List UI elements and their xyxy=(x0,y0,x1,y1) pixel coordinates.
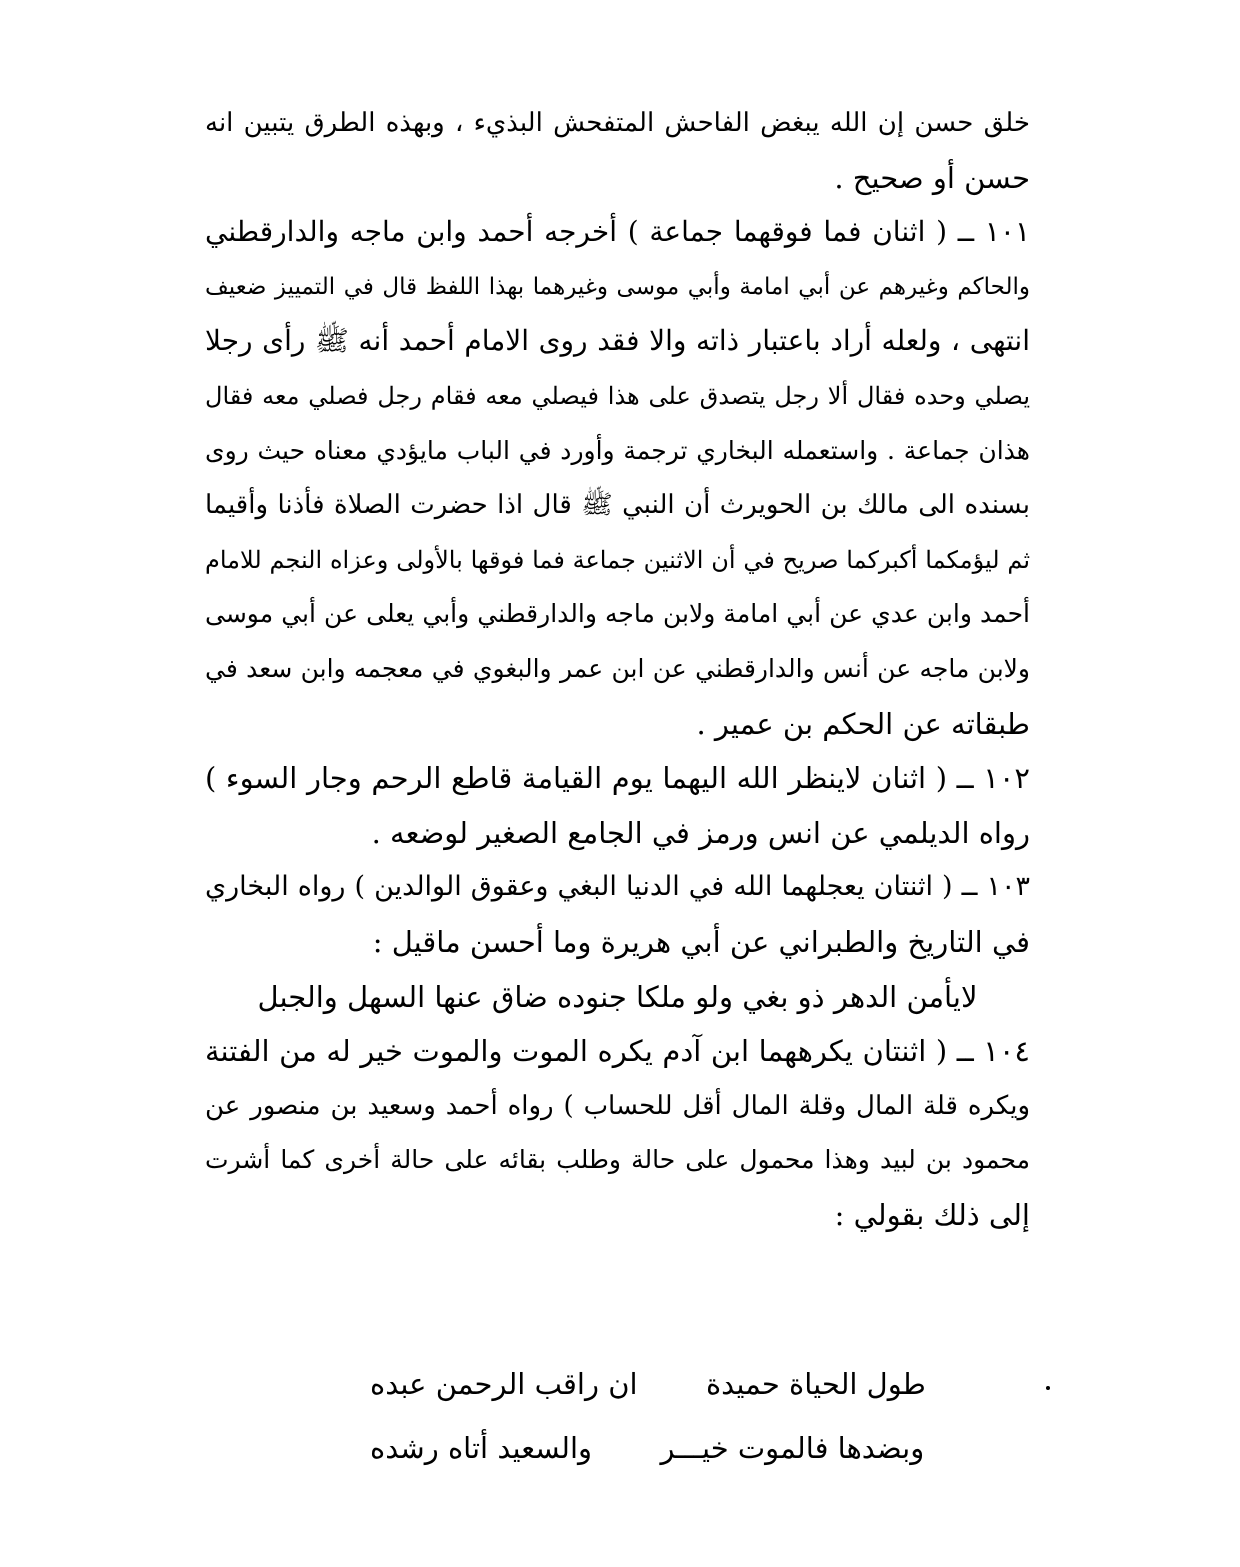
text-line: بسنده الى مالك بن الحويرث أن النبي ﷺ قال اذا حضرت الصلاة فأذنا وأقيما xyxy=(205,490,1030,521)
text-line: أحمد وابن عدي عن أبي امامة ولابن ماجه والدارقطني وأبي يعلى عن أبي موسى xyxy=(205,599,1030,629)
text-line: يصلي وحده فقال ألا رجل يتصدق على هذا فيصلي معه فقام رجل فصلي معه فقال xyxy=(205,381,1030,410)
text-line: خلق حسن إن الله يبغض الفاحش المتفحش البذيء ، وبهذه الطرق يتبين انه xyxy=(205,108,1030,138)
verse-first-hemistich: وبضدها فالموت خيـــر xyxy=(660,1431,925,1465)
text-line: طبقاته عن الحكم بن عمير . xyxy=(696,706,1030,741)
text-line: ويكره قلة المال وقلة المال أقل للحساب ) رواه أحمد وسعيد بن منصور عن xyxy=(205,1090,1030,1121)
entry-102-heading: ١٠٢ ــ ( اثنان لاينظر الله اليهما يوم القيامة قاطع الرحم وجار السوء ) xyxy=(205,761,1030,796)
entry-101-heading: ١٠١ ــ ( اثنان فما فوقهما جماعة ) أخرجه أحمد وابن ماجه والدارقطني xyxy=(205,215,1030,249)
main-text xyxy=(205,96,1030,1242)
text-line: ولابن ماجه عن أنس والدارقطني عن ابن عمر والبغوي في معجمه وابن سعد في xyxy=(205,653,1030,683)
poem-verse-1 xyxy=(370,1354,926,1414)
text-line: والحاكم وغيرهم عن أبي امامة وأبي موسى وغيرهما بهذا اللفظ قال في التمييز ضعيف xyxy=(205,273,1030,300)
text-line: حسن أو صحيح . xyxy=(834,160,1030,195)
text-line: محمود بن لبيد وهذا محمول على حالة وطلب بقائه على حالة أخرى كما أشرت xyxy=(205,1145,1030,1175)
entry-104-heading: ١٠٤ ــ ( اثنتان يكرههما ابن آدم يكره الموت والموت خير له من الفتنة xyxy=(205,1034,1030,1069)
text-line: هذان جماعة . واستعمله البخاري ترجمة وأورد في الباب مايؤدي معناه حيث روى xyxy=(205,435,1030,465)
text-line: انتهى ، ولعله أراد باعتبار ذاته والا فقد روى الامام أحمد أنه ﷺ رأى رجلا xyxy=(205,324,1030,358)
verse-first-hemistich: طول الحياة حميدة xyxy=(705,1367,926,1401)
stray-mark xyxy=(1046,1386,1050,1390)
text-line: في التاريخ والطبراني عن أبي هريرة وما أحسن ماقيل : xyxy=(372,924,1030,959)
verse-second-hemistich: والسعيد أتاه رشده xyxy=(370,1431,593,1465)
entry-103-heading: ١٠٣ ــ ( اثنتان يعجلهما الله في الدنيا البغي وعقوق الوالدين ) رواه البخاري xyxy=(205,871,1030,903)
verse-second-hemistich: ان راقب الرحمن عبده xyxy=(370,1367,638,1401)
text-line: ثم ليؤمكما أكبركما صريح في أن الاثنين جماعة فما فوقها بالأولى وعزاه النجم للامام xyxy=(205,545,1030,574)
text-line: إلى ذلك بقولي : xyxy=(834,1197,1030,1232)
poem-verse-2 xyxy=(370,1418,924,1478)
poem-verse: لايأمن الدهر ذو بغي ولو ملكا جنوده ضاق عنها السهل والجبل xyxy=(257,979,978,1014)
text-line: رواه الديلمي عن انس ورمز في الجامع الصغير لوضعه . xyxy=(371,815,1030,850)
